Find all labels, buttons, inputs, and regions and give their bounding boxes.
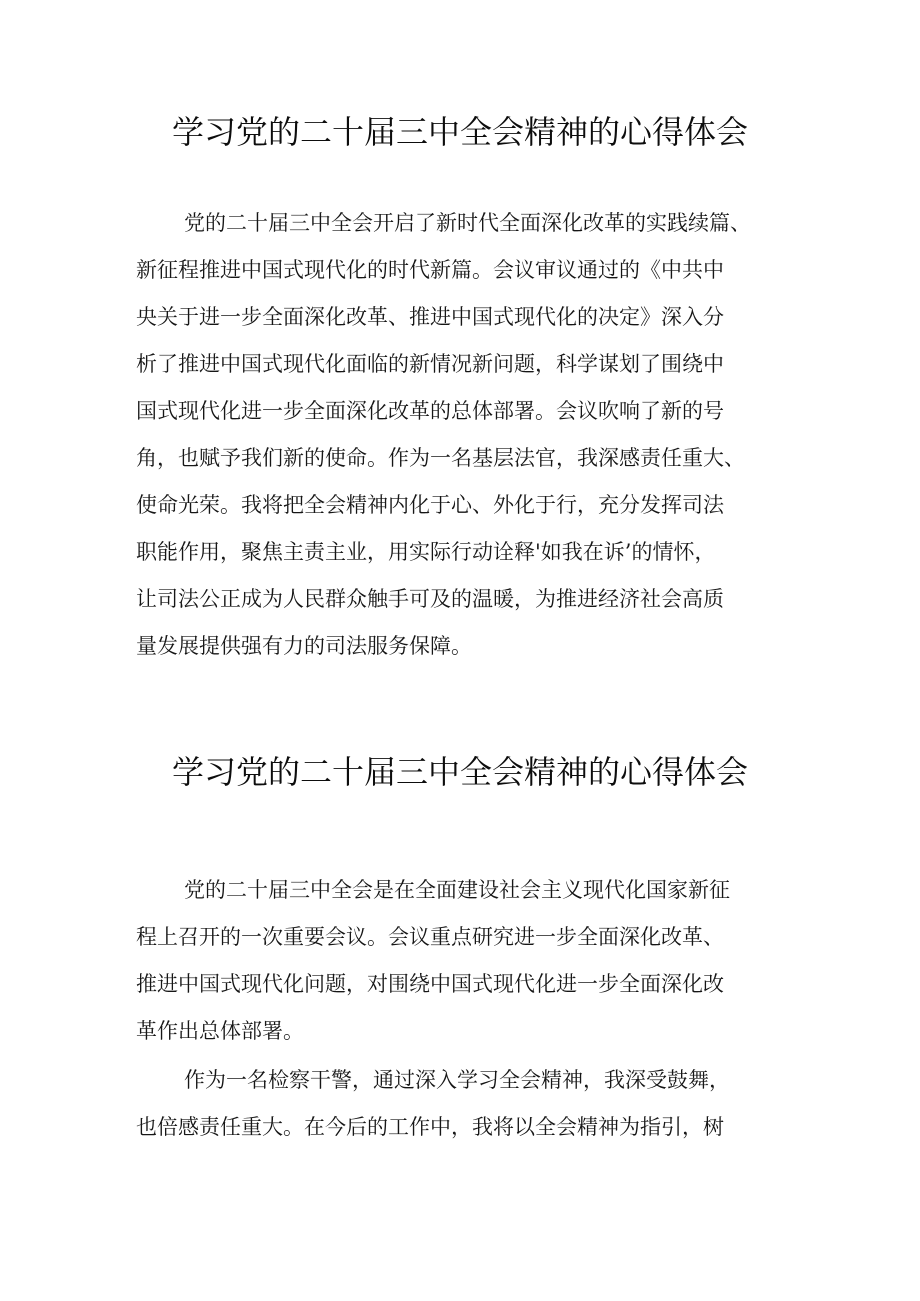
section-title: 学习党的二十届三中全会精神的心得体会 [171,753,748,791]
paragraph-line: 推进中国式现代化问题，对围绕中国式现代化进一步全面深化改 [136,972,724,996]
paragraph-line: 职能作用，聚焦主责主业，用实际行动诠释'如我在诉’的情怀， [136,540,716,564]
paragraph-line: 党的二十届三中全会是在全面建设社会主义现代化国家新征 [184,878,730,902]
section-title: 学习党的二十届三中全会精神的心得体会 [171,113,748,151]
paragraph-line: 国式现代化进一步全面深化改革的总体部署。会议吹响了新的号 [136,399,724,423]
paragraph-line: 使命光荣。我将把全会精神内化于心、外化于行，充分发挥司法 [136,493,724,517]
paragraph-line: 央关于进一步全面深化改革、推进中国式现代化的决定》深入分 [136,305,724,329]
paragraph-line: 党的二十届三中全会开启了新时代全面深化改革的实践续篇、 [184,211,751,235]
paragraph-line: 也倍感责任重大。在今后的工作中，我将以全会精神为指引，树 [136,1115,724,1139]
paragraph-line: 作为一名检察干警，通过深入学习全会精神，我深受鼓舞， [184,1068,730,1092]
paragraph-line: 析了推进中国式现代化面临的新情况新问题，科学谋划了围绕中 [136,352,724,376]
paragraph-line: 新征程推进中国式现代化的时代新篇。会议审议通过的《中共中 [136,258,724,282]
paragraph-line: 程上召开的一次重要会议。会议重点研究进一步全面深化改革、 [136,925,724,949]
paragraph-line: 量发展提供强有力的司法服务保障。 [136,634,472,658]
paragraph-line: 角，也赋予我们新的使命。作为一名基层法官，我深感责任重大、 [136,446,745,470]
paragraph-line: 让司法公正成为人民群众触手可及的温暖，为推进经济社会高质 [136,587,724,611]
paragraph-line: 革作出总体部署。 [136,1019,304,1043]
